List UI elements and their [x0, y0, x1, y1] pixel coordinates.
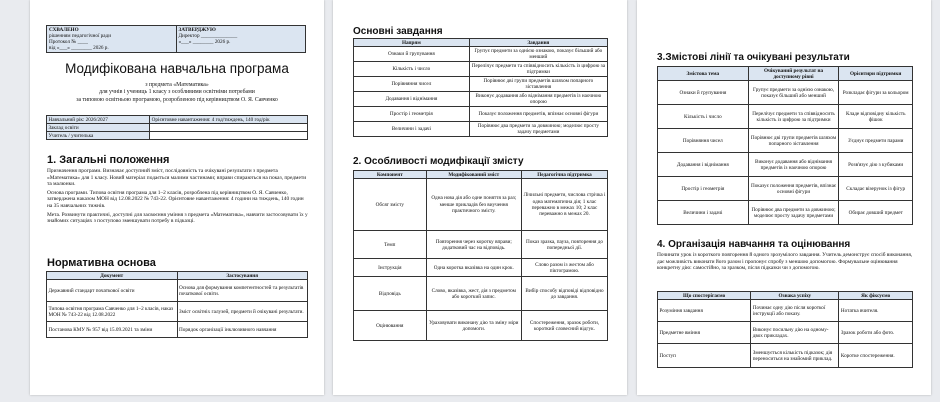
table-cell: Відповідь — [354, 277, 427, 311]
table-cell: Кладе відповідну кількість фішок — [839, 105, 913, 129]
info-table — [46, 115, 308, 140]
table-cell: Поступ — [658, 344, 751, 368]
table-cell: Показує положення предметів, впізнає основні фігури — [748, 177, 839, 201]
table-row — [354, 259, 608, 277]
table-cell: Показ зразка, пауза, повторення до попередньої дії. — [522, 231, 608, 259]
table-cell: Лічильні предмети, числова стрічка і одна математична дія; 1 клас переважно в межах 10; 2 клас переважно в межах 20. — [522, 179, 608, 231]
table-header: Що спостерігаємо — [658, 292, 751, 300]
evaluation-table — [657, 291, 913, 368]
table-cell: Інструкція — [354, 259, 427, 277]
table-row — [47, 302, 308, 322]
section1-body — [47, 168, 309, 225]
table-header: Очікуваний результат на доступному рівні — [748, 67, 839, 81]
table-cell: Зміст освітніх галузей, предмети й очікувані результати. — [177, 302, 308, 322]
table-row — [47, 322, 308, 338]
section-heading: Нормативна основа — [47, 257, 156, 269]
table-header: Застосування — [177, 272, 308, 280]
table-cell: Величини і задачі — [658, 201, 749, 225]
table-cell: Розкладає фігури за кольором — [839, 81, 913, 105]
table-cell: Виконує додавання або віднімання предметів із наочною опорою — [748, 153, 839, 177]
table-row — [658, 344, 913, 368]
table-cell: Обирає довший предмет — [839, 201, 913, 225]
table-row — [658, 177, 913, 201]
table-cell: Порівняння чисел — [354, 77, 470, 92]
table-row — [354, 92, 608, 107]
tasks-table — [353, 38, 608, 137]
table-cell: Порядок організації інклюзивного навчання — [177, 322, 308, 338]
table-cell: Основа для формування компетентностей та результатів початкової освіти. — [177, 280, 308, 302]
table-cell: Перелічує предмети та співвідносить кількість із цифрою за підтримки — [748, 105, 839, 129]
section-heading: 1. Загальні положення — [47, 154, 170, 166]
table-cell: Одна нова дія або одне поняття за раз; менше прикладів без виучення практичного змісту. — [426, 179, 521, 231]
table-header: Напрям — [354, 39, 470, 47]
table-cell: Перелічує предмети та співвідносить кількість із цифрою за підтримки — [469, 62, 607, 77]
approval-right-line: Директор ______________ — [178, 33, 238, 40]
table-row — [658, 81, 913, 105]
paragraph: Мета. Розвинути практичні, доступні для засвоєння уміння з предмета «Математика», навчити застосовувати їх у знайомих ситуаціях з поступово зменшувати потребу в підказці. — [47, 211, 308, 225]
table-header: Як фіксуємо — [839, 292, 913, 300]
table-header: Модифікований зміст — [426, 171, 521, 179]
table-cell: Показує положення предметів, впізнає основні фігури — [469, 107, 607, 122]
modification-table — [353, 170, 608, 341]
table-row — [354, 77, 608, 92]
document-title: Модифікована навчальна програма — [65, 61, 289, 76]
table-header: Змістова тема — [658, 67, 749, 81]
subtitle-line: для учнів і учениць 1 класу з особливими освітніми потребами — [99, 89, 255, 96]
table-row — [658, 300, 913, 322]
table-cell: Слово разом із жестом або піктограмою. — [522, 259, 608, 277]
table-row — [47, 280, 308, 302]
approval-left — [47, 26, 177, 53]
table-cell: Порівнює дві групи предметів шляхом попарного зіставлення — [748, 129, 839, 153]
table-cell: Кількість і число — [354, 62, 470, 77]
norm-table — [46, 271, 308, 338]
table-cell: Починає одну дію після короткої інструкції або показу. — [751, 300, 839, 322]
document-page-3 — [637, 0, 931, 395]
table-cell: Зменшується кількість підказок; дія переноситься на знайомий приклад. — [751, 344, 839, 368]
approval-right-line: ЗАТВЕРДЖУЮ — [178, 27, 216, 33]
table-row — [354, 231, 608, 259]
table-cell: Обсяг змісту — [354, 179, 427, 231]
section4-body: Починати урок із короткого повторення й одного зрозумілого завдання. Учитель демонструє спосіб виконання, дає можливість виконати його разом і пропонує спробу з меншою допомогою. Формувальне оцінювання конкретну дію: самостійно, за зразком, після підказки чи з допомогою. — [657, 252, 913, 272]
table-header: Педагогічна підтримка — [522, 171, 608, 179]
table-cell: Виконує посильну дію на одному-двох прикладах. — [751, 322, 839, 344]
table-cell: Величини і задачі — [354, 122, 470, 137]
info-cell — [150, 124, 308, 132]
table-row — [354, 62, 608, 77]
info-cell: Учитель / учителька — [47, 132, 150, 140]
section-heading: 4. Організація навчання та оцінювання — [657, 239, 851, 250]
table-cell: Додавання і віднімання — [658, 153, 749, 177]
table-cell: Складає візерунок із фігур — [839, 177, 913, 201]
table-cell: Порівняння чисел — [658, 129, 749, 153]
table-cell: Зразок роботи або фото. — [839, 322, 913, 344]
table-cell: Предметне вміння — [658, 322, 751, 344]
table-cell: Ознаки й групування — [354, 47, 470, 62]
table-row — [658, 129, 913, 153]
table-row — [658, 201, 913, 225]
info-cell: Навчальний рік: 2026/2027 — [47, 116, 150, 124]
section-heading: 3.Змістові лінії та очікувані результати — [657, 52, 850, 63]
table-cell: Спостереження, зразок роботи, короткий словесний відгук. — [522, 311, 608, 341]
table-row — [354, 47, 608, 62]
table-cell: Виконує додавання або віднімання предметів із наочною опорою — [469, 92, 607, 107]
document-page-1 — [30, 0, 324, 395]
table-cell: Порівнює дві групи предметів шляхом попарного зіставлення — [469, 77, 607, 92]
approval-left-line: від «___» ________ 2026 р. — [49, 45, 109, 52]
table-cell: Розв'язує дію з кубиками — [839, 153, 913, 177]
table-cell: Простір і геометрія — [658, 177, 749, 201]
table-row — [354, 311, 608, 341]
table-cell: Темп — [354, 231, 427, 259]
table-header: Документ — [47, 272, 178, 280]
table-cell: Порівнює два предмети за довжиною; моделює просту задачу предметами — [469, 122, 607, 137]
table-row — [658, 153, 913, 177]
document-page-2 — [333, 0, 627, 395]
approval-left-line: рішенням педагогічної ради — [49, 33, 111, 40]
table-row — [354, 107, 608, 122]
table-cell: Оцінювання — [354, 311, 427, 341]
table-header: Завдання — [469, 39, 607, 47]
approval-block — [46, 25, 306, 53]
content-lines-table — [657, 66, 913, 225]
approval-right-line: «___» ________ 2026 р. — [178, 39, 231, 46]
table-row — [354, 277, 608, 311]
table-cell: Групує предмети за однією ознакою, показує більший або менший — [748, 81, 839, 105]
table-cell: Слово, вказівка, жест, дія з предметом або короткий запис. — [426, 277, 521, 311]
info-cell: Заклад освіти — [47, 124, 150, 132]
table-cell: Державний стандарт початкової освіти — [47, 280, 178, 302]
table-header: Ознака успіху — [751, 292, 839, 300]
table-cell: Простір і геометрія — [354, 107, 470, 122]
table-header: Компонент — [354, 171, 427, 179]
table-row — [354, 179, 608, 231]
table-cell: Порівнює два предмети за довжиною; моделює просту задачу предметами — [748, 201, 839, 225]
table-cell: Повторення через коротку вправи; додатковий час на відповідь. — [426, 231, 521, 259]
table-cell: Кількість і число — [658, 105, 749, 129]
info-cell: Орієнтовне навантаження: 4 год/тиждень, 140 год/рік — [150, 116, 308, 124]
table-header: Орієнтири підтримки — [839, 67, 913, 81]
table-cell: Нотатка вчителя. — [839, 300, 913, 322]
approval-left-line: СХВАЛЕНО — [49, 27, 79, 33]
table-cell: Постанова КМУ № 957 від 15.09.2021 та зміни — [47, 322, 178, 338]
paragraph: Призначення програми. Визначає доступний зміст, послідовність та очікувані результати з предмета «Математика» для 1 класу. Новий матеріал подається малими частинами; вправи спираються на показ, предмети та малюнки. — [47, 168, 307, 188]
approval-right — [176, 26, 306, 53]
info-cell — [150, 132, 308, 140]
section-heading: Основні завдання — [353, 26, 443, 37]
table-cell: З'єднує предмети парами — [839, 129, 913, 153]
subtitle-line: з предмета «Математика» — [145, 82, 209, 88]
section-heading: 2. Особливості модифікації змісту — [353, 156, 524, 167]
table-cell: Розуміння завдання — [658, 300, 751, 322]
paragraph: Основа програми. Типова освітня програма для 1–2 класів, розроблена під керівництвом О. Я. Савченко, затверджена наказом МОН від 12.08.2022 № 743-22. Орієнтовне навантаження: 4 години на тиждень, 140 годин на 35 навчальних тижнів. — [47, 189, 304, 209]
table-row — [354, 122, 608, 137]
subtitle-line: за типовою освітньою програмою, розробленою під керівництвом О. Я. Савченко — [76, 96, 278, 103]
table-cell: Коротке спостереження. — [839, 344, 913, 368]
table-row — [658, 105, 913, 129]
table-cell: Типова освітня програма Савченко для 1–2 класів, наказ МОН № 743-22 від 12.08.2022 — [47, 302, 178, 322]
approval-left-line: Протокол № ____ — [49, 39, 88, 46]
table-cell: Групує предмети за однією ознакою, показує більший або менший — [469, 47, 607, 62]
table-cell: Додавання і віднімання — [354, 92, 470, 107]
table-cell: Ознаки й групування — [658, 81, 749, 105]
subtitle — [40, 82, 314, 104]
table-cell: Одна коротка вказівка на один крок. — [426, 259, 521, 277]
table-cell: Вибір способу відповіді відповідно до завдання. — [522, 277, 608, 311]
table-row — [658, 322, 913, 344]
table-cell: Ураховувати виконану дію та зміну міри допомоги. — [426, 311, 521, 341]
